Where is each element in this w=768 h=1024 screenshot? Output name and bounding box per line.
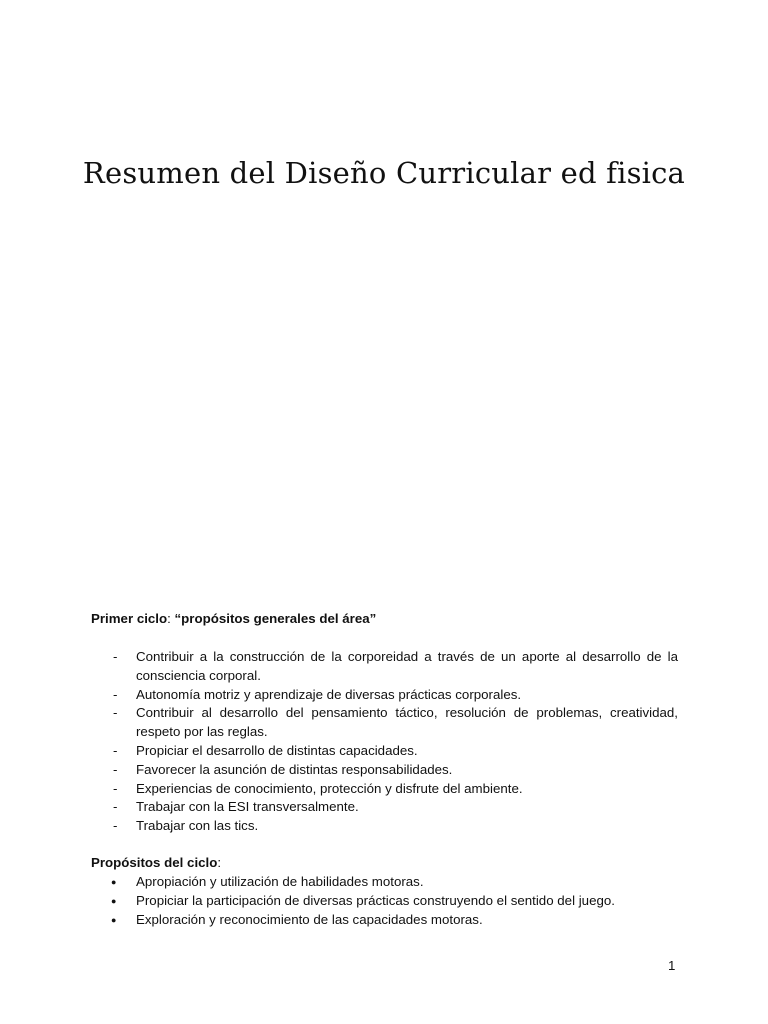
section-heading-primer-ciclo (91, 610, 678, 629)
heading-colon: : (167, 611, 171, 626)
list-item: ● Exploración y reconocimiento de las capacidades motoras. (91, 911, 678, 930)
list-item: ● Propiciar la participación de diversas prácticas construyendo el sentido del juego. (91, 892, 678, 911)
document-title: Resumen del Diseño Curricular ed fisica (82, 156, 686, 190)
document-body (91, 610, 678, 929)
list-item: - Experiencias de conocimiento, protección y disfrute del ambiente. (91, 780, 678, 799)
heading-subtitle: “propósitos generales del área” (170, 611, 377, 626)
list-item: - Favorecer la asunción de distintas responsabilidades. (91, 761, 678, 780)
list-item: - Propiciar el desarrollo de distintas capacidades. (91, 742, 678, 761)
heading-label: Propósitos del ciclo (91, 854, 218, 870)
page-number: 1 (668, 958, 676, 973)
list-item: - Autonomía motriz y aprendizaje de diversas prácticas corporales. (91, 686, 678, 705)
list-item: - Contribuir al desarrollo del pensamiento táctico, resolución de problemas, creatividad, respeto por las reglas. (91, 704, 678, 742)
heading-colon: : (217, 854, 222, 870)
cycle-purposes-list (91, 873, 678, 929)
list-item: ● Apropiación y utilización de habilidades motoras. (91, 873, 678, 892)
list-item: - Trabajar con las tics. (91, 817, 678, 836)
list-item: - Trabajar con la ESI transversalmente. (91, 798, 678, 817)
section-heading-propositos-ciclo (91, 854, 678, 873)
heading-label: Primer ciclo (91, 611, 168, 626)
list-item: - Contribuir a la construcción de la corporeidad a través de un aporte al desarrollo de la consciencia corporal. (91, 648, 678, 686)
purposes-list (91, 648, 678, 836)
